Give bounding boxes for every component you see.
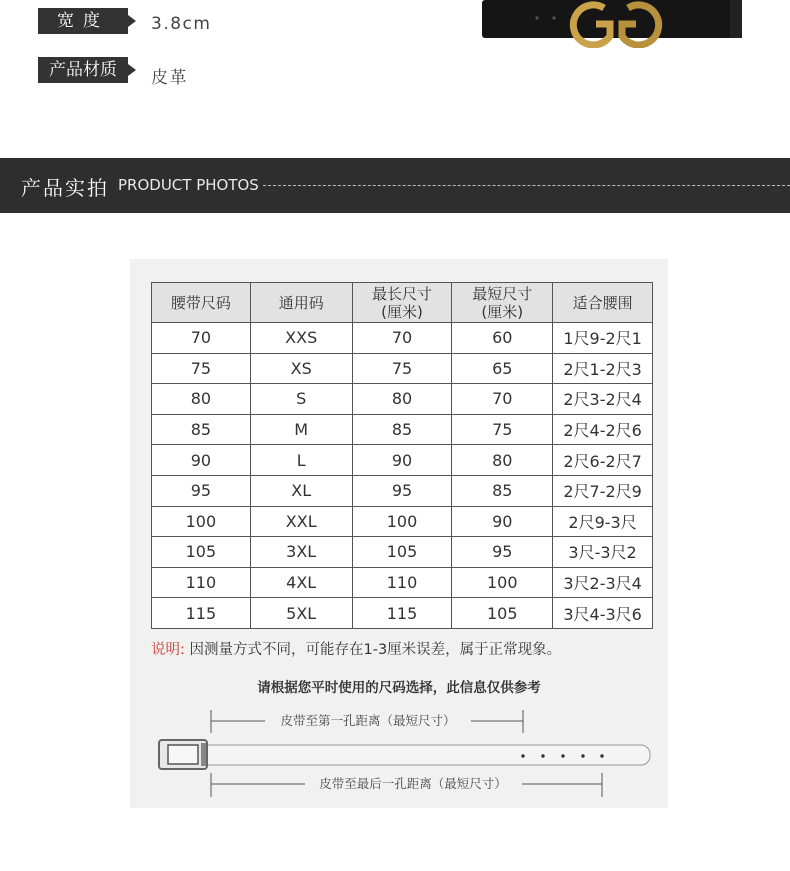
table-cell: 2尺6-2尺7 <box>553 445 653 476</box>
table-row <box>152 598 653 629</box>
table-cell: 3XL <box>250 537 352 568</box>
table-cell: 60 <box>452 323 553 354</box>
guide-title: 请根据您平时使用的尺码选择，此信息仅供参考 <box>257 680 541 696</box>
table-cell: 115 <box>352 598 452 629</box>
table-row <box>152 567 653 598</box>
width-label-text: 宽度 <box>57 11 109 31</box>
column-header: 适合腰围 <box>553 283 653 323</box>
material-label <box>38 57 128 83</box>
table-cell: 95 <box>152 475 251 506</box>
table-cell: 80 <box>352 384 452 415</box>
table-cell: 2尺7-2尺9 <box>553 475 653 506</box>
table-cell: 3尺-3尺2 <box>553 537 653 568</box>
table-row <box>152 323 653 354</box>
column-header: 腰带尺码 <box>152 283 251 323</box>
table-cell: 1尺9-2尺1 <box>553 323 653 354</box>
table-cell: S <box>250 384 352 415</box>
table-body <box>152 323 653 629</box>
material-label-text: 产品材质 <box>49 60 117 80</box>
table-cell: 90 <box>352 445 452 476</box>
table-row <box>152 384 653 415</box>
table-cell: 105 <box>152 537 251 568</box>
column-header: 通用码 <box>250 283 352 323</box>
table-cell: 70 <box>352 323 452 354</box>
table-cell: 70 <box>152 323 251 354</box>
table-cell: 95 <box>452 537 553 568</box>
table-cell: 70 <box>452 384 553 415</box>
buckle-icon <box>159 740 207 769</box>
table-cell: 105 <box>352 537 452 568</box>
table-cell: 5XL <box>250 598 352 629</box>
size-table <box>151 282 653 629</box>
table-row <box>152 445 653 476</box>
table-row <box>152 414 653 445</box>
table-row <box>152 475 653 506</box>
table-row <box>152 353 653 384</box>
measurement-note <box>151 638 561 659</box>
table-cell: XS <box>250 353 352 384</box>
table-row <box>152 506 653 537</box>
table-cell: 85 <box>452 475 553 506</box>
table-cell: 100 <box>152 506 251 537</box>
table-row <box>152 537 653 568</box>
table-cell: 75 <box>152 353 251 384</box>
dim-last-hole-label: 皮带至最后一孔距离（最短尺寸） <box>319 776 507 791</box>
table-cell: 75 <box>452 414 553 445</box>
section-divider <box>263 185 790 186</box>
table-cell: 65 <box>452 353 553 384</box>
table-cell: 4XL <box>250 567 352 598</box>
note-text: 因测量方式不同，可能存在1-3厘米误差，属于正常现象。 <box>189 642 562 658</box>
table-cell: 75 <box>352 353 452 384</box>
section-title-zh: 产品实拍 <box>21 176 109 200</box>
belt-measure-diagram <box>130 699 668 808</box>
column-header: 最短尺寸 (厘米) <box>452 283 553 323</box>
table-cell: XXS <box>250 323 352 354</box>
width-value: 3.8cm <box>151 14 212 34</box>
table-cell: 95 <box>352 475 452 506</box>
table-cell: 2尺4-2尺6 <box>553 414 653 445</box>
table-cell: L <box>250 445 352 476</box>
table-cell: 100 <box>352 506 452 537</box>
table-cell: 85 <box>152 414 251 445</box>
belt-photo <box>482 0 742 48</box>
table-header-row <box>152 283 653 323</box>
table-cell: 3尺2-3尺4 <box>553 567 653 598</box>
table-cell: 90 <box>452 506 553 537</box>
table-cell: 110 <box>352 567 452 598</box>
table-cell: 80 <box>152 384 251 415</box>
width-label <box>38 8 128 34</box>
table-cell: 105 <box>452 598 553 629</box>
material-value: 皮革 <box>151 68 188 88</box>
section-header <box>0 158 790 213</box>
size-chart-panel <box>130 259 668 808</box>
table-cell: 115 <box>152 598 251 629</box>
table-cell: 100 <box>452 567 553 598</box>
table-cell: 3尺4-3尺6 <box>553 598 653 629</box>
table-cell: XXL <box>250 506 352 537</box>
table-cell: 80 <box>452 445 553 476</box>
table-cell: 2尺9-3尺 <box>553 506 653 537</box>
table-cell: XL <box>250 475 352 506</box>
table-cell: 110 <box>152 567 251 598</box>
note-label: 说明: <box>151 642 185 658</box>
column-header: 最长尺寸 (厘米) <box>352 283 452 323</box>
table-cell: 90 <box>152 445 251 476</box>
section-title-en: PRODUCT PHOTOS <box>118 176 259 194</box>
dim-first-hole-label: 皮带至第一孔距离（最短尺寸） <box>280 713 456 728</box>
table-cell: 2尺1-2尺3 <box>553 353 653 384</box>
table-cell: 85 <box>352 414 452 445</box>
table-cell: 2尺3-2尺4 <box>553 384 653 415</box>
table-cell: M <box>250 414 352 445</box>
